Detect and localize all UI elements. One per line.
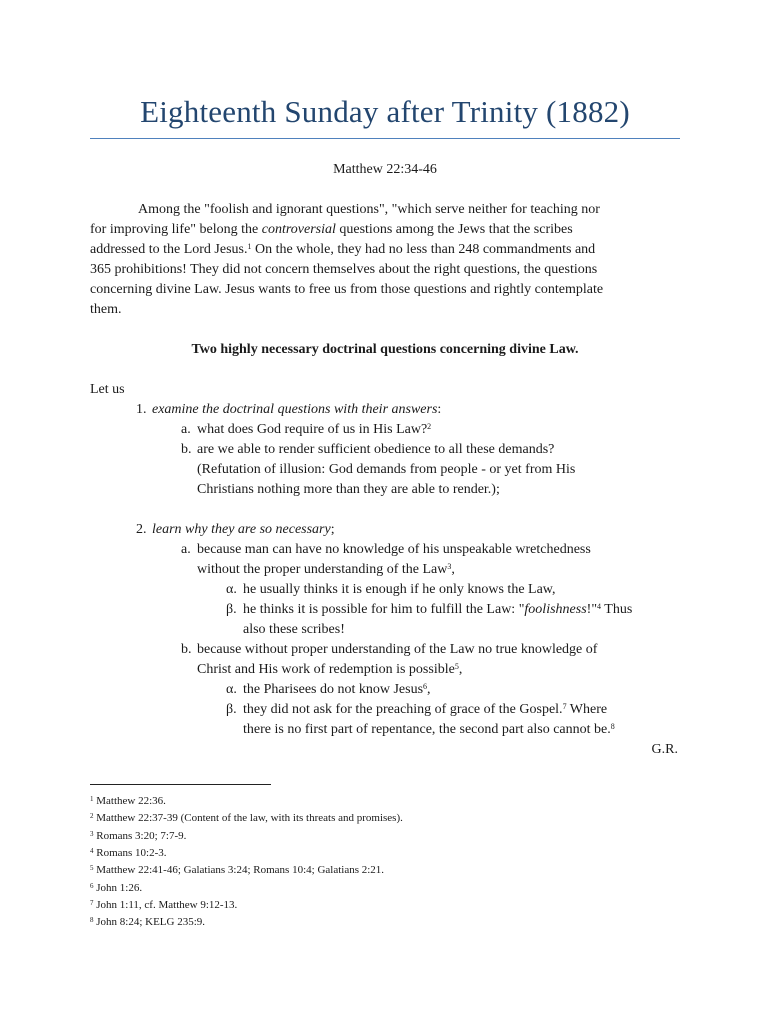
footnote xyxy=(90,794,166,808)
intro-line: addressed to the Lord Jesus.$^1$ On the whole, they had no less than 248 commandments and xyxy=(90,242,596,257)
footnote xyxy=(90,829,186,843)
footnote-text: Romans 10:2-3. xyxy=(93,846,167,859)
intro-line: for improving life" belong the controversial questions among the Jews that the scribes xyxy=(90,222,573,237)
footnote-ref: 7 xyxy=(562,702,567,711)
part-2-item-b-alpha: the Pharisees do not know Jesus$^6$, xyxy=(243,682,431,697)
footnote-ref: 6 xyxy=(423,682,428,691)
footnote-text: Matthew 22:36. xyxy=(93,795,166,807)
footnote-number: 7 xyxy=(90,898,94,907)
outline-lead: Let us xyxy=(90,382,125,397)
part-2-item-b-line: Christ and His work of redemption is possible$^5$, xyxy=(197,662,463,677)
page-title: Eighteenth Sunday after Trinity (1882) xyxy=(140,94,630,129)
footnote-text: John 1:11, cf. Matthew 9:12-13. xyxy=(93,898,238,911)
footnote xyxy=(90,863,384,877)
part-1-item-b-line: (Refutation of illusion: God demands from people - or yet from His xyxy=(197,462,576,477)
footnote-text: Romans 3:20; 7:7-9. xyxy=(93,829,187,842)
item-mark: β. xyxy=(226,602,237,617)
footnote-text: John 1:26. xyxy=(93,881,143,894)
intro-line: 365 prohibitions! They did not concern themselves about the right questions, the questions xyxy=(90,262,598,277)
footnote xyxy=(90,881,142,895)
author-signature: G.R. xyxy=(651,742,678,757)
footnote-text: Matthew 22:41-46; Galatians 3:24; Romans 10:4; Galatians 2:21. xyxy=(93,864,385,877)
footnote xyxy=(90,811,403,825)
footnote-number: 3 xyxy=(90,829,94,838)
part-1-item-b: are we able to render sufficient obedience to all these demands? xyxy=(197,442,555,457)
scripture-reference: Matthew 22:34-46 xyxy=(333,162,437,177)
sermon-theme: Two highly necessary doctrinal questions concerning divine Law. xyxy=(191,342,579,357)
part-1-number: 1. xyxy=(136,402,147,417)
part-1-item-a: what does God require of us in His Law?$^2$ xyxy=(197,422,432,437)
intro-paragraph xyxy=(90,200,680,320)
intro-line: Among the "foolish and ignorant questions", "which serve neither for teaching nor xyxy=(138,202,600,217)
part-2-item-b-beta: they did not ask for the preaching of grace of the Gospel.$^7$ Where xyxy=(243,702,608,717)
footnote-text: John 8:24; KELG 235:9. xyxy=(93,916,206,929)
footnote-number: 5 xyxy=(90,864,94,873)
item-mark: a. xyxy=(181,422,191,437)
intro-line: them. xyxy=(90,302,122,317)
footnote-ref: 3 xyxy=(447,562,452,571)
part-2-item-a: because man can have no knowledge of his unspeakable wretchedness xyxy=(197,542,591,557)
footnote-ref: 5 xyxy=(454,662,459,671)
footnote-ref: 1 xyxy=(247,242,252,251)
part-2-item-a-alpha: he usually thinks it is enough if he only knows the Law, xyxy=(243,582,556,597)
footnote-ref: 2 xyxy=(427,422,432,431)
item-mark: b. xyxy=(181,442,192,457)
intro-line: concerning divine Law. Jesus wants to free us from those questions and rightly contemplate xyxy=(90,282,604,297)
item-mark: α. xyxy=(226,682,237,697)
part-2-heading: learn why they are so necessary; xyxy=(152,522,335,537)
part-2-item-a-beta-line: also these scribes! xyxy=(243,622,345,637)
item-mark: b. xyxy=(181,642,192,657)
footnote-ref: 4 xyxy=(597,602,602,611)
footnote xyxy=(90,846,167,860)
footnote-number: 2 xyxy=(90,812,94,821)
footnote-number: 1 xyxy=(90,795,94,803)
footnote-separator xyxy=(90,784,271,785)
item-mark: α. xyxy=(226,582,237,597)
footnote xyxy=(90,915,205,929)
footnote xyxy=(90,898,237,912)
part-1-item-b-line: Christians nothing more than they are able to render.); xyxy=(197,482,500,497)
part-2-item-b-beta-line: there is no first part of repentance, the second part also cannot be.$^8$ xyxy=(243,722,615,737)
footnote-ref: 8 xyxy=(610,722,615,731)
part-2-number: 2. xyxy=(136,522,147,537)
item-mark: a. xyxy=(181,542,191,557)
footnote-text: Matthew 22:37-39 (Content of the law, with its threats and promises). xyxy=(93,812,403,825)
title-underline xyxy=(90,138,680,139)
footnote-number: 6 xyxy=(90,881,94,890)
item-mark: β. xyxy=(226,702,237,717)
part-2-item-a-line: without the proper understanding of the Law$^3$, xyxy=(197,562,455,577)
part-1-heading: examine the doctrinal questions with their answers: xyxy=(152,402,442,417)
footnote-number: 8 xyxy=(90,916,94,925)
footnote-number: 4 xyxy=(90,846,94,855)
part-2-item-a-beta: he thinks it is possible for him to fulfill the Law: "foolishness!"$^4$ Thus xyxy=(243,602,633,617)
part-2-item-b: because without proper understanding of the Law no true knowledge of xyxy=(197,642,598,657)
